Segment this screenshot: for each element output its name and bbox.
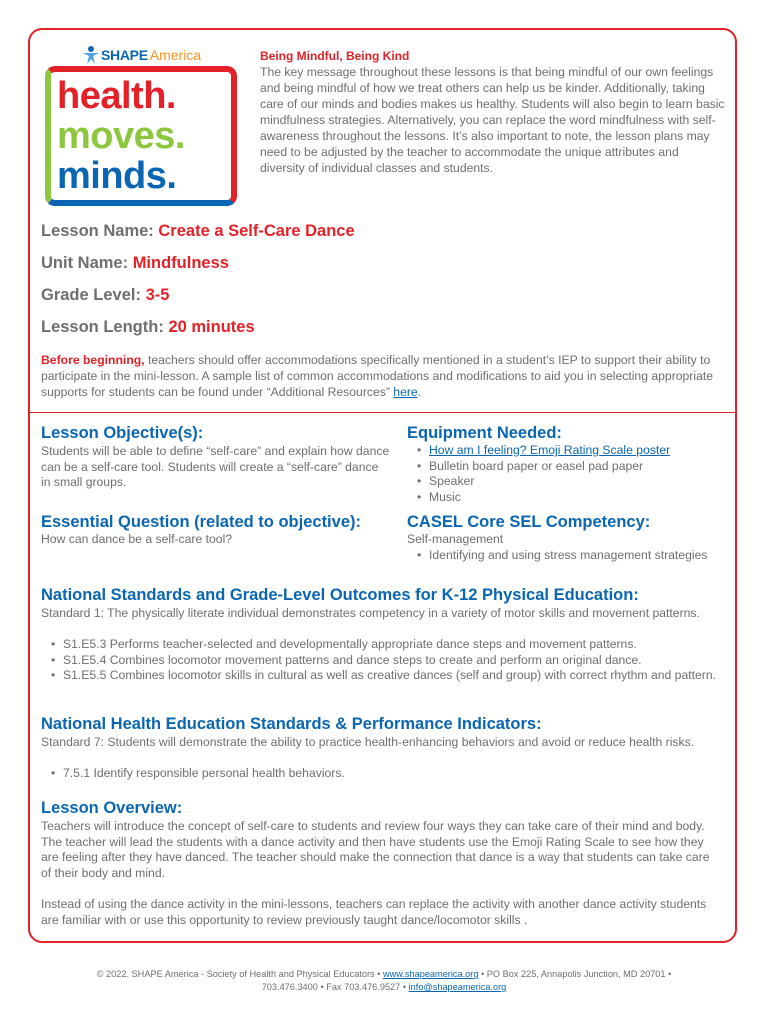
lesson-length <box>41 318 255 337</box>
list-item: • S1.E5.4 Combines locomotor movement patterns and dance steps to create and perform an original dance. <box>43 653 723 669</box>
equipment-heading: Equipment Needed: <box>407 424 562 442</box>
pe-standards-text: Standard 1: The physically literate individual demonstrates competency in a variety of motor skills and movement patterns. <box>41 606 700 620</box>
casel-text: Self-management <box>407 532 504 546</box>
list-item: • Speaker <box>409 474 729 490</box>
logo-minds: minds. <box>57 155 177 197</box>
casel-list <box>409 548 709 564</box>
health-standards-heading: National Health Education Standards & Performance Indicators: <box>41 715 542 733</box>
overview-paragraph-2: Instead of using the dance activity in the mini-lessons, teachers can replace the activity with another dance activity students are familiar with or use this opportunity to review previously taught dance/locomotor skills . <box>41 897 707 927</box>
list-item: • 7.5.1 Identify responsible personal health behaviors. <box>43 766 723 782</box>
pe-standards-heading: National Standards and Grade-Level Outcomes for K-12 Physical Education: <box>41 586 639 604</box>
footer-line-2: 703.476.3400 • Fax 703.476.9527 • info@shapeamerica.org <box>261 982 507 992</box>
divider <box>29 412 736 413</box>
intro-title: Being Mindful, Being Kind <box>260 49 410 63</box>
health-standards-list <box>43 766 723 782</box>
grade-level-label: Grade Level: <box>41 286 141 304</box>
essential-question-text: How can dance be a self-care tool? <box>41 532 233 546</box>
before-lead: Before beginning, <box>41 353 145 367</box>
here-link[interactable]: here <box>393 385 418 399</box>
before-beginning <box>41 352 731 400</box>
health-moves-minds-logo <box>41 40 241 210</box>
equipment-list <box>409 443 729 505</box>
shape-figure-icon <box>81 45 101 65</box>
intro-body: The key message throughout these lessons is that being mindful of our own feelings and being mindful of how we treat others can help us be kinder. Additionally, taking care of our minds and bodies makes us healthy. Students will also begin to learn basic mindfulness strategies. Alternatively, you can replace the word mindfulness with self-awareness throughout the lessons. It’s also important to note, the lesson plans may need to be adjusted by the teacher to accommodate the unique attributes and diversity of individual classes and students. <box>260 65 725 175</box>
list-item: • S1.E5.5 Combines locomotor skills in cultural as well as creative dances (self and group) with correct rhythm and pattern. <box>43 668 723 684</box>
lesson-length-value: 20 minutes <box>168 318 255 336</box>
objectives-text: Students will be able to define “self-care” and explain how dance can be a self-care tool. Students will create a “self-care” dance in small groups. <box>41 444 390 489</box>
objectives-heading: Lesson Objective(s): <box>41 424 204 442</box>
casel-heading: CASEL Core SEL Competency: <box>407 513 651 531</box>
email-link[interactable]: info@shapeamerica.org <box>408 982 507 992</box>
unit-name-value: Mindfulness <box>132 254 229 272</box>
grade-level-value: 3-5 <box>145 286 170 304</box>
lesson-name <box>41 222 355 241</box>
overview-heading: Lesson Overview: <box>41 799 183 817</box>
unit-name-label: Unit Name: <box>41 254 129 272</box>
america-text: America <box>149 47 202 63</box>
lesson-name-label: Lesson Name: <box>41 222 154 240</box>
list-item: • Bulletin board paper or easel pad paper <box>409 459 729 475</box>
logo-health: health. <box>57 75 176 117</box>
logo-moves: moves. <box>57 115 185 157</box>
unit-name <box>41 254 229 273</box>
lesson-length-label: Lesson Length: <box>41 318 164 336</box>
list-item: • Music <box>409 490 729 506</box>
footer <box>0 968 768 994</box>
intro-block <box>260 48 725 176</box>
footer-line-1: © 2022. SHAPE America - Society of Health and Physical Educators • www.shapeamerica.org • PO Box 225, Annapolis Junction, MD 20701 • <box>96 969 672 979</box>
list-item: • Identifying and using stress management strategies <box>409 548 709 564</box>
grade-level <box>41 286 169 305</box>
website-link[interactable]: www.shapeamerica.org <box>382 969 479 979</box>
pe-standards-list <box>43 637 723 684</box>
before-end: . <box>417 385 422 399</box>
before-text: teachers should offer accommodations specifically mentioned in a student’s IEP to support their ability to participate in the mini-lesson. A sample list of common accommodations and modifications to aid you in selecting appropriate supports for students can be found under “Additional Resources” <box>41 353 714 399</box>
shape-text: SHAPE <box>101 47 148 63</box>
essential-question-heading: Essential Question (related to objective): <box>41 513 361 531</box>
list-item: • S1.E5.3 Performs teacher-selected and developmentally appropriate dance steps and movement patterns. <box>43 637 723 653</box>
list-item[interactable]: • How am I feeling? Emoji Rating Scale poster <box>409 443 729 459</box>
overview-paragraph-1: Teachers will introduce the concept of self-care to students and review four ways they can take care of their mind and body. The teacher will lead the students with a dance activity and then have students use the Emoji Rating Scale to see how they are feeling after they have danced. The teacher should make the connection that dance is a way that students can take care of their body and mind. <box>41 819 710 880</box>
health-standards-text: Standard 7: Students will demonstrate the ability to practice health-enhancing behaviors and avoid or reduce health risks. <box>41 735 695 749</box>
lesson-name-value: Create a Self-Care Dance <box>158 222 355 240</box>
shape-america-logo <box>81 44 201 66</box>
